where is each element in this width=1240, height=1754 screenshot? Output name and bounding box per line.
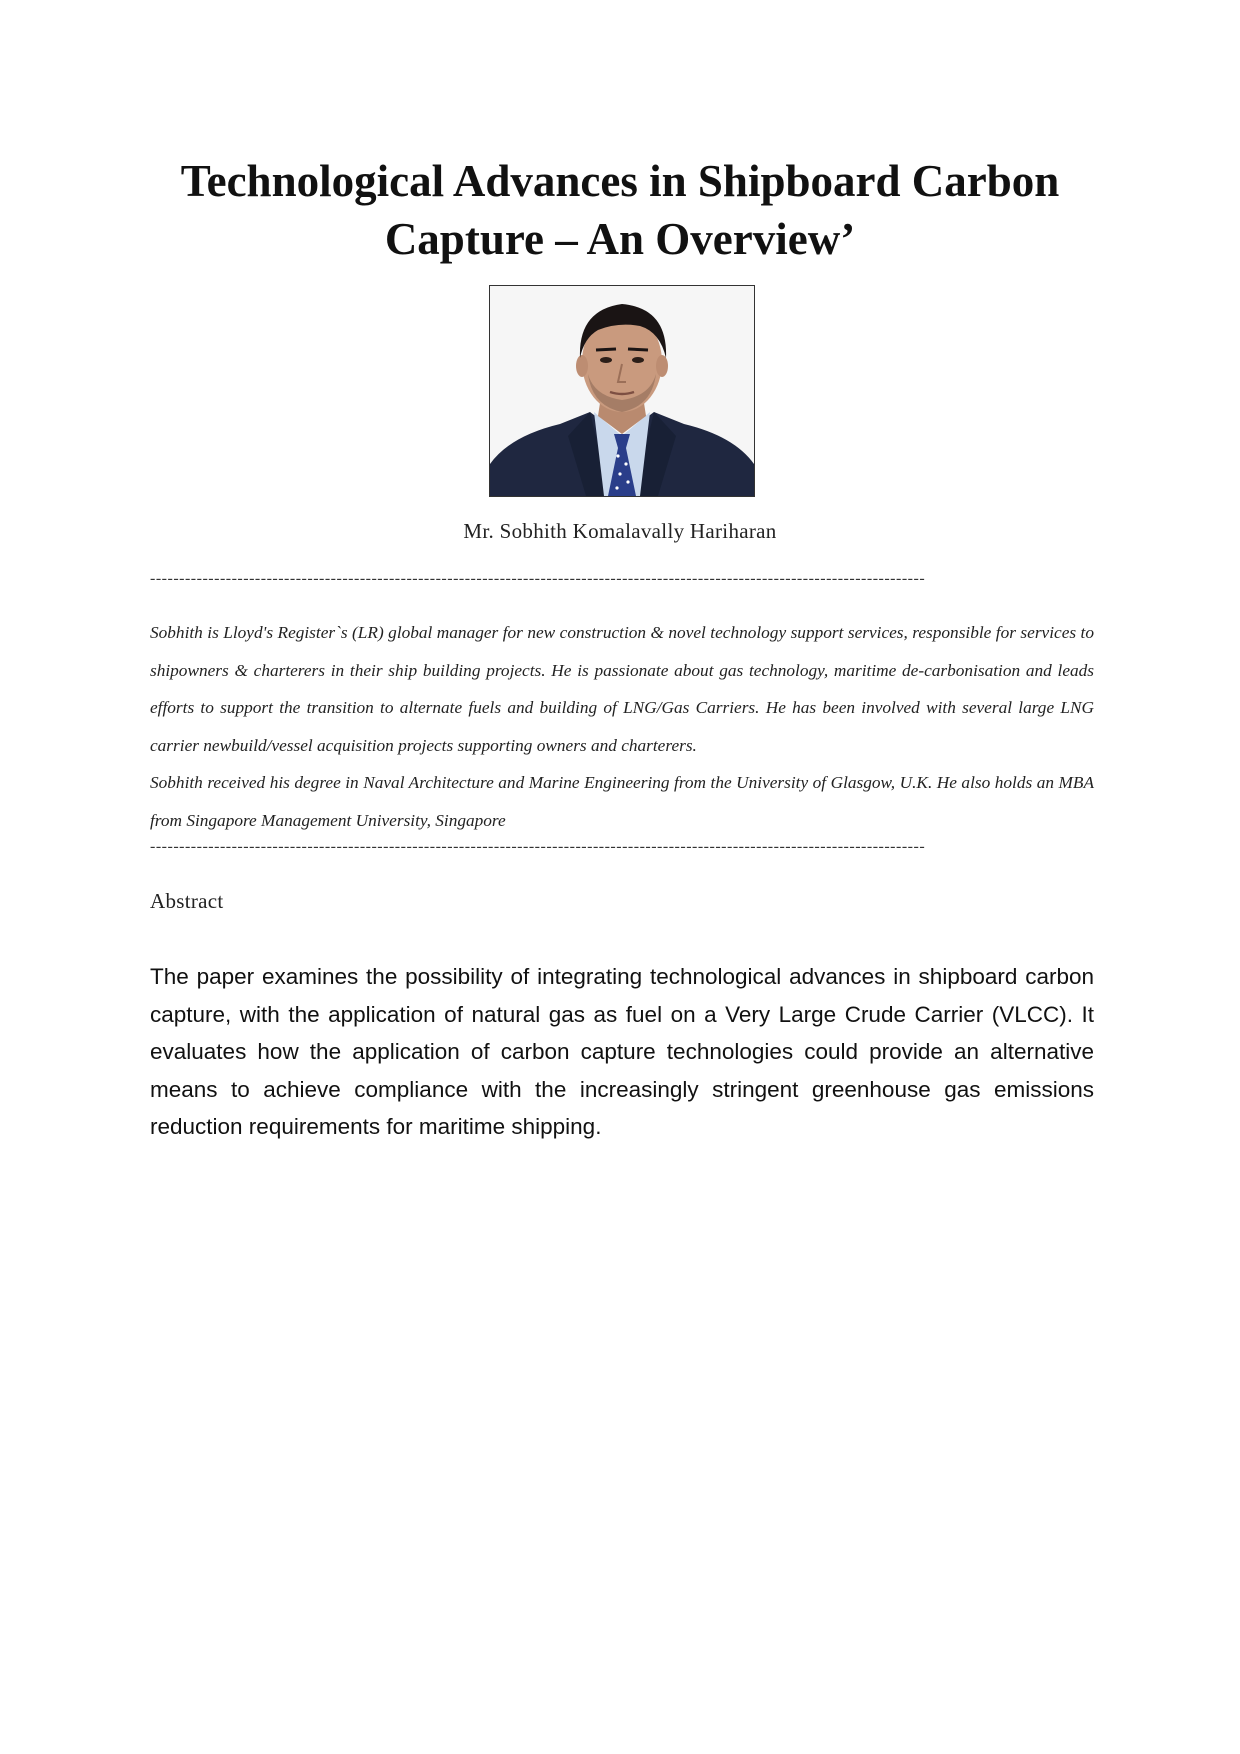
author-portrait-photo — [489, 285, 755, 497]
paper-title-line-2: Capture – An Overview’ — [384, 214, 856, 264]
paper-title — [140, 152, 1100, 268]
author-biography — [150, 614, 1094, 840]
separator-line-top: ------------------------------------------------------------------------------------------------------------------------------------- — [150, 570, 926, 587]
separator-line-bottom: ------------------------------------------------------------------------------------------------------------------------------------- — [150, 838, 926, 855]
paper-title-line-1: Technological Advances in Shipboard Carbon — [180, 156, 1060, 206]
author-name: Mr. Sobhith Komalavally Hariharan — [463, 519, 777, 543]
author-portrait-icon — [490, 286, 754, 496]
abstract-heading: Abstract — [150, 889, 224, 913]
biography-paragraph-2: Sobhith received his degree in Naval Architecture and Marine Engineering from the University of Glasgow, U.K. He also holds an MBA from Singapore Management University, Singapore — [150, 773, 1094, 830]
abstract-body: The paper examines the possibility of integrating technological advances in shipboard carbon capture, with the application of natural gas as fuel on a Very Large Crude Carrier (VLCC). It evaluates how the application of carbon capture technologies could provide an alternative means to achieve compliance with the increasingly stringent greenhouse gas emissions reduction requirements for maritime shipping. — [150, 964, 1094, 1140]
biography-paragraph-1: Sobhith is Lloyd's Register`s (LR) global manager for new construction & novel technology support services, responsible for services to shipowners & charterers in their ship building projects. He is passionate about gas technology, maritime de-carbonisation and leads efforts to support the transition to alternate fuels and building of LNG/Gas Carriers. He has been involved with several large LNG carrier newbuild/vessel acquisition projects supporting owners and charterers. — [150, 623, 1094, 755]
